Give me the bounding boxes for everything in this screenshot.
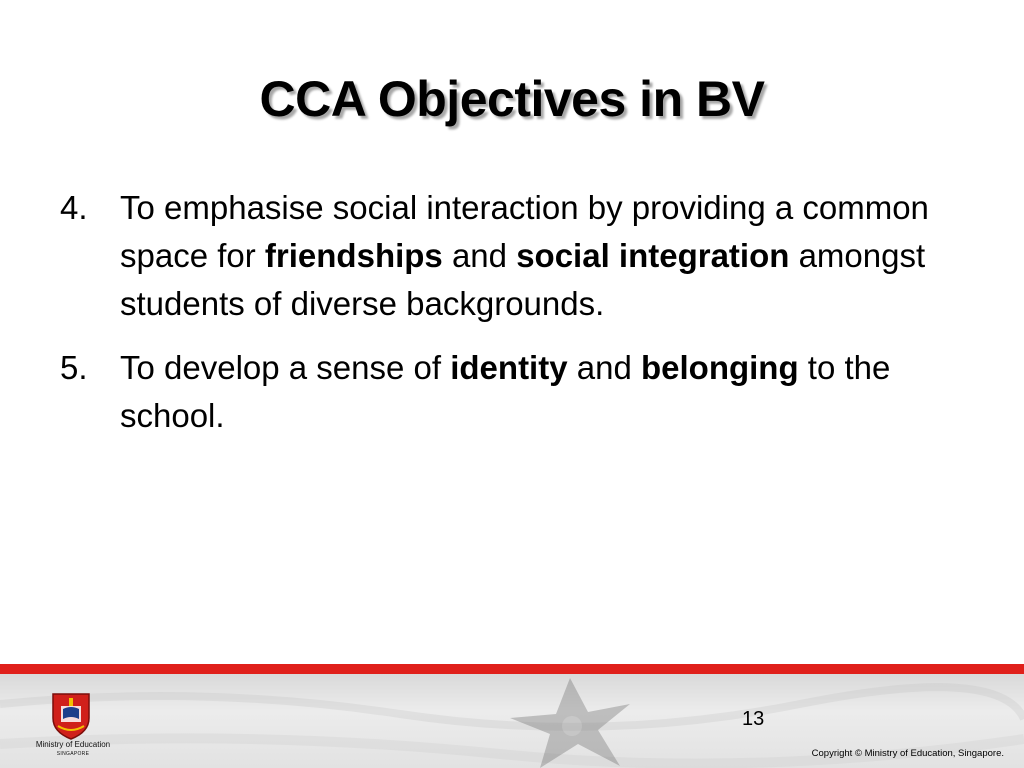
copyright-notice: Copyright © Ministry of Education, Singapore.: [811, 748, 1004, 759]
emphasis-belonging: belonging: [640, 349, 799, 386]
objectives-list: [60, 184, 960, 456]
objective-item-4: [60, 184, 960, 328]
ministry-country: SINGAPORE: [56, 751, 90, 757]
accent-bar: [0, 664, 1024, 674]
emphasis-social-integration: social integration: [516, 237, 790, 274]
objective-number: 4.: [60, 189, 88, 226]
page-number: 13: [742, 708, 765, 730]
starfish-icon: [470, 674, 690, 768]
emphasis-friendships: friendships: [264, 237, 443, 274]
moe-crest-icon: [50, 692, 92, 740]
ministry-name: Ministry of Education: [35, 740, 111, 749]
objective-item-5: [60, 344, 960, 440]
objective-text: To develop a sense of identity and belonging to the school.: [120, 349, 891, 434]
emphasis-identity: identity: [450, 349, 568, 386]
objective-number: 5.: [60, 349, 88, 386]
slide-title: CCA Objectives in BV: [259, 71, 765, 127]
objective-text: To emphasise social interaction by providing a common space for friendships and social integration amongst students of diverse backgrounds.: [120, 189, 929, 322]
